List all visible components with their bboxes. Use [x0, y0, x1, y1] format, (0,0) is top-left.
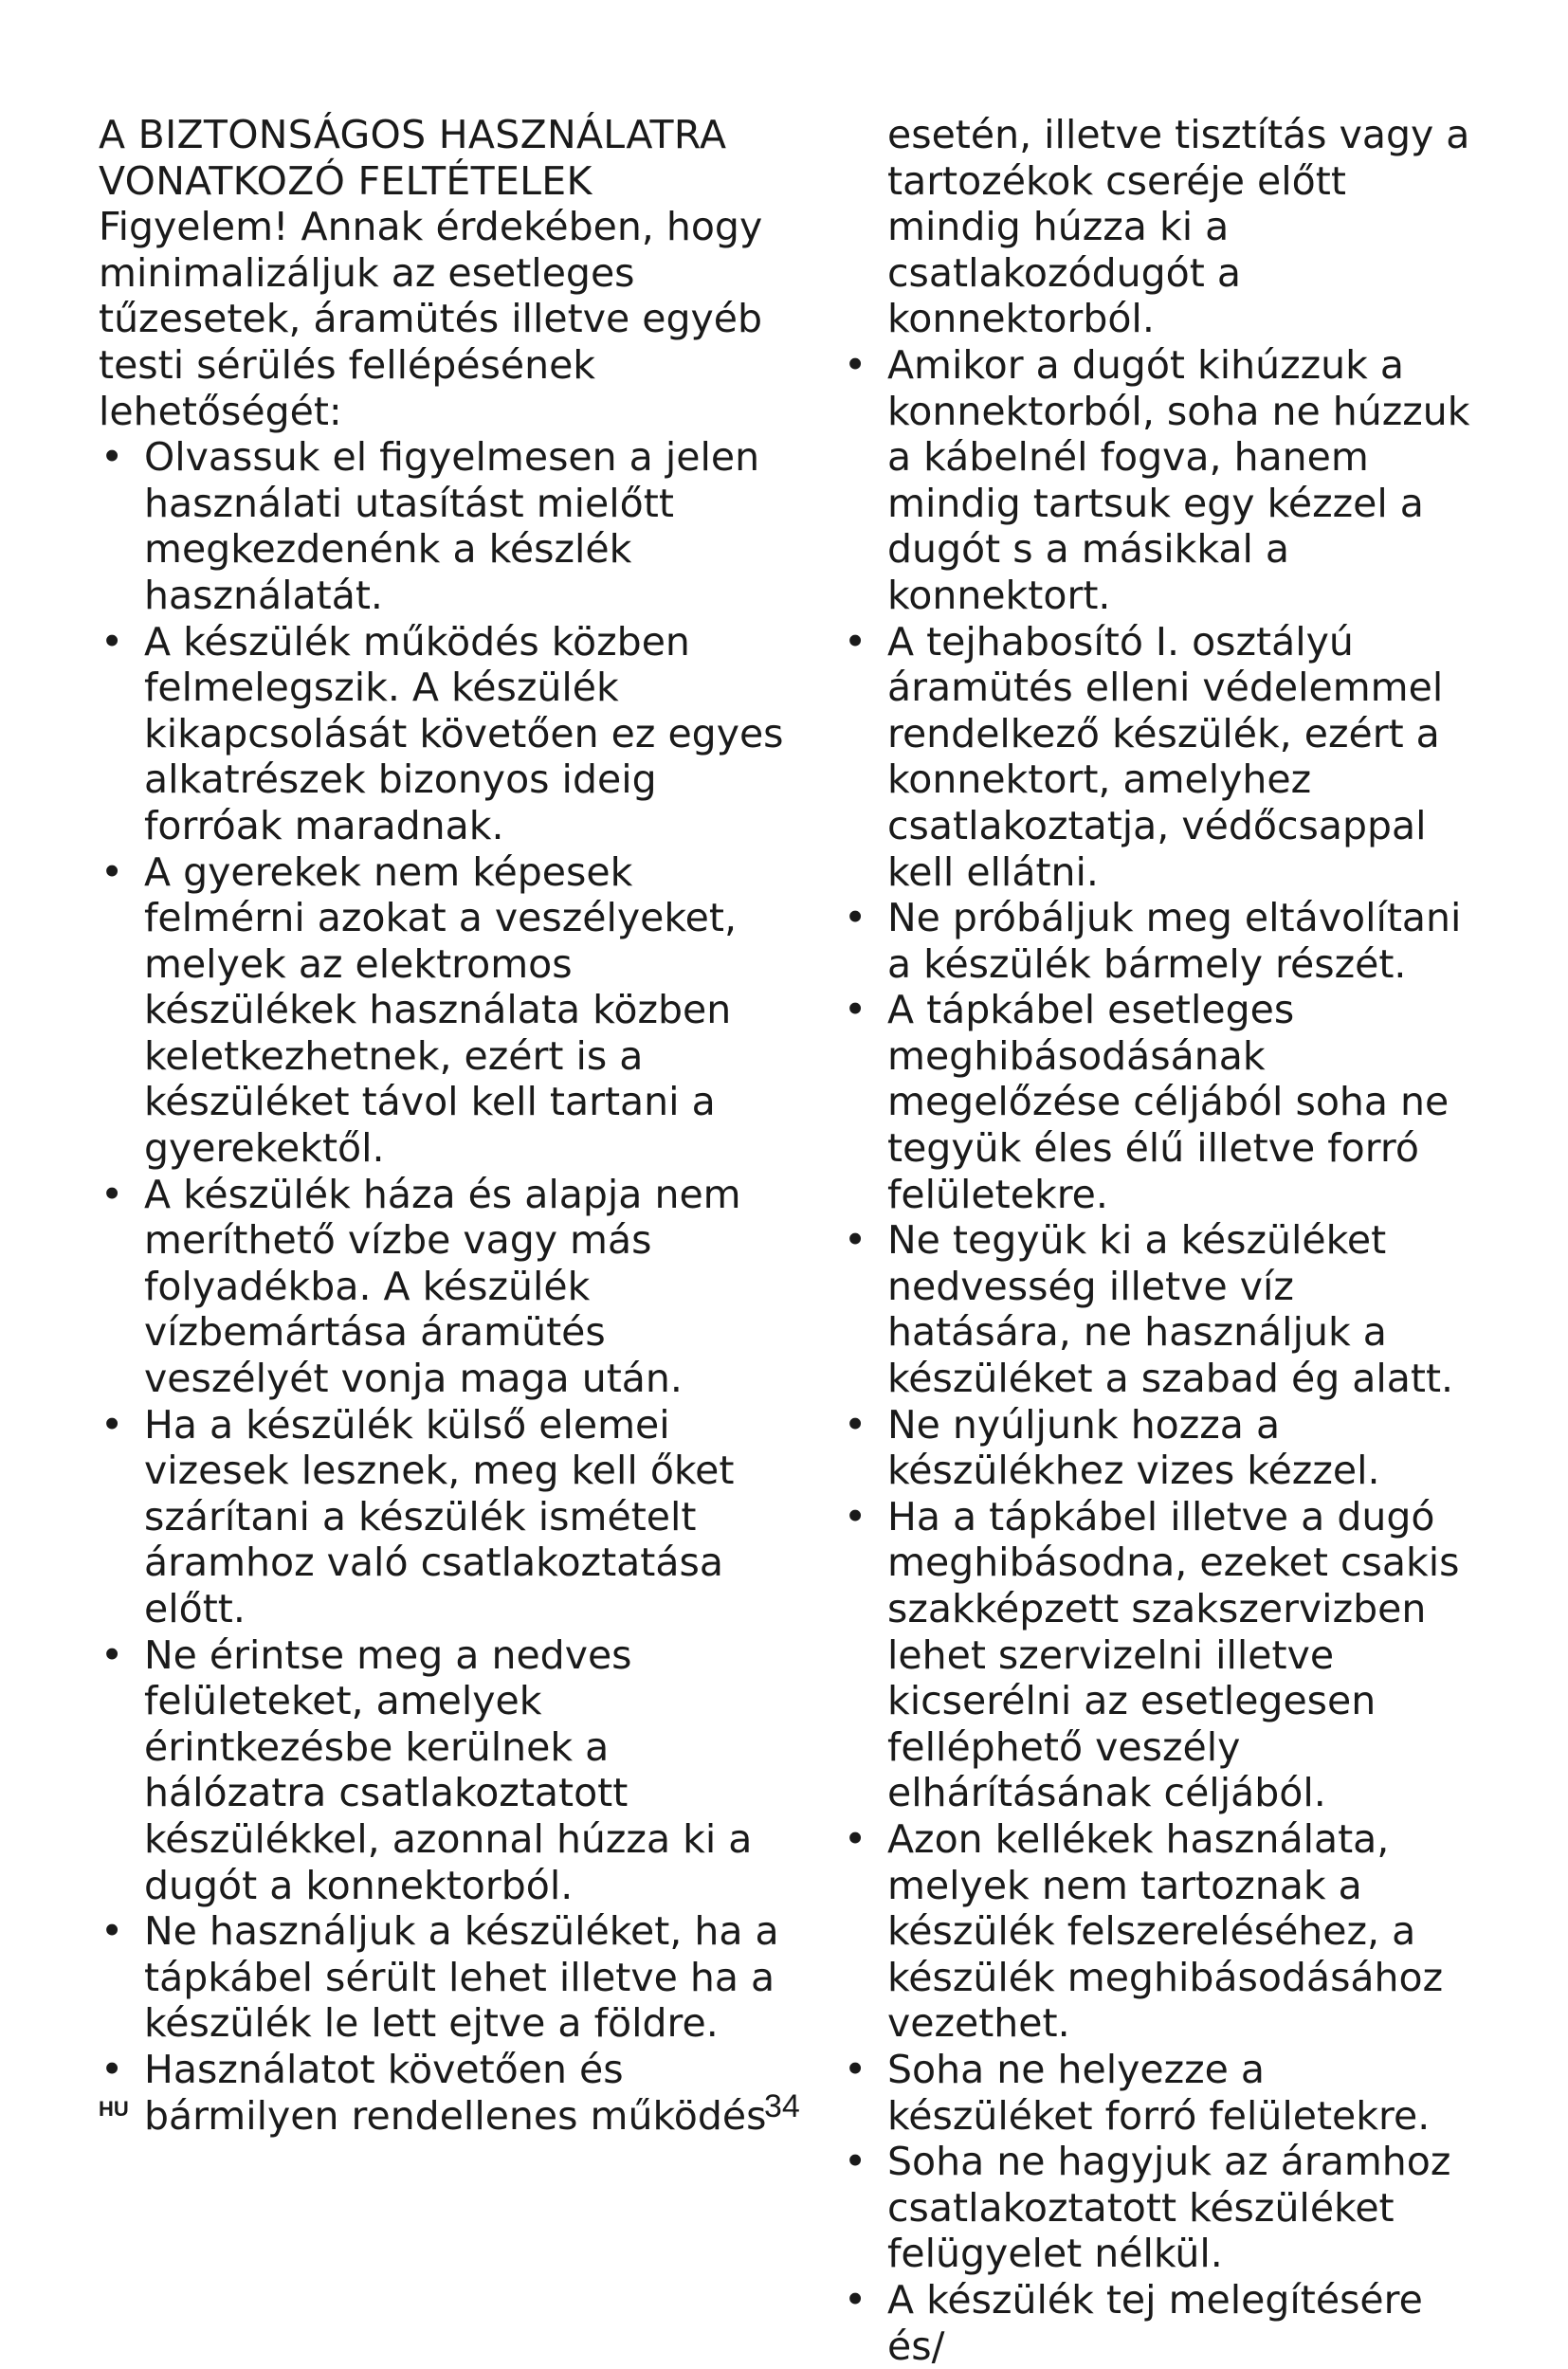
heading-line-2: VONATKOZÓ FELTÉTELEK — [99, 157, 593, 204]
list-item: • Olvassuk el figyelmesen a jelen használati utasítást mielőtt megkezdenénk a készlék használatát. — [99, 434, 796, 618]
list-item: • Használatot követően és bármilyen rendellenes működés — [99, 2047, 796, 2139]
page-number: 34 — [764, 2088, 800, 2124]
list-item: • Ne tegyük ki a készüléket nedvesség illetve víz hatására, ne használjuk a készüléket a szabad ég alatt. — [842, 1217, 1479, 1401]
list-item: • Azon kellékek használata, melyek nem tartoznak a készülék felszereléséhez, a készülék meghibásodásához vezethet. — [842, 1816, 1479, 2047]
list-item: • A készülék működés közben felmelegszik. A készülék kikapcsolását követően ez egyes alkatrészek bizonyos ideig forróak maradnak. — [99, 619, 796, 849]
list-item: • Amikor a dugót kihúzzuk a konnektorból, soha ne húzzuk a kábelnél fogva, hanem mindig tartsuk egy kézzel a dugót s a másikkal a konnektort. — [842, 342, 1479, 619]
left-bullet-list — [99, 434, 796, 2139]
right-bullet-list — [842, 342, 1479, 2369]
list-item: • Ne érintse meg a nedves felületeket, amelyek érintkezésbe kerülnek a hálózatra csatlakoztatott készülékkel, azonnal húzza ki a dugót a konnektorból. — [99, 1632, 796, 1909]
list-item: • A készülék háza és alapja nem meríthető vízbe vagy más folyadékba. A készülék vízbemártása áramütés veszélyét vonja maga után. — [99, 1172, 796, 1402]
heading-line-1: A BIZTONSÁGOS HASZNÁLATRA — [99, 112, 727, 157]
list-item: • A gyerekek nem képesek felmérni azokat a veszélyeket, melyek az elektromos készülékek használata közben keletkezhetnek, ezért is a készüléket távol kell tartani a gyerekektől. — [99, 849, 796, 1172]
list-item: • A tápkábel esetleges meghibásodásának megelőzése céljából soha ne tegyük éles élű illetve forró felületekre. — [842, 987, 1479, 1217]
list-item: • Ne használjuk a készüléket, ha a tápkábel sérült lehet illetve ha a készülék le lett ejtve a földre. — [99, 1908, 796, 2047]
list-item: • Ne nyúljunk hozza a készülékhez vizes kézzel. — [842, 1402, 1479, 1494]
right-column — [842, 112, 1479, 2369]
list-item: • Ha a tápkábel illetve a dugó meghibásodna, ezeket csakis szakképzett szakszervizben lehet szervizelni illetve kicserélni az esetlegesen felléphető veszély elhárításának céljából. — [842, 1494, 1479, 1816]
list-item: • Soha ne hagyjuk az áramhoz csatlakoztatott készüléket felügyelet nélkül. — [842, 2139, 1479, 2277]
list-item: • A készülék tej melegítésére és/ — [842, 2277, 1479, 2369]
intro-paragraph: Figyelem! Annak érdekében, hogy minimalizáljuk az esetleges tűzesetek, áramütés illetve egyéb testi sérülés fellépésének lehetőségét: — [99, 204, 763, 434]
left-column — [99, 112, 796, 2139]
language-code: HU — [99, 2097, 129, 2121]
continued-item-text: esetén, illetve tisztítás vagy a tartozékok cseréje előtt mindig húzza ki a csatlakozódugót a konnektorból. — [887, 112, 1470, 342]
list-item: • Ne próbáljuk meg eltávolítani a készülék bármely részét. — [842, 895, 1479, 987]
list-item: • A tejhabosító I. osztályú áramütés elleni védelemmel rendelkező készülék, ezért a konnektort, amelyhez csatlakoztatja, védőcsappal kell ellátni. — [842, 619, 1479, 896]
list-item: • Ha a készülék külső elemei vizesek lesznek, meg kell őket szárítani a készülék ismételt áramhoz való csatlakoztatása előtt. — [99, 1402, 796, 1632]
list-item: • Soha ne helyezze a készüléket forró felületekre. — [842, 2047, 1479, 2139]
section-heading — [99, 112, 796, 204]
